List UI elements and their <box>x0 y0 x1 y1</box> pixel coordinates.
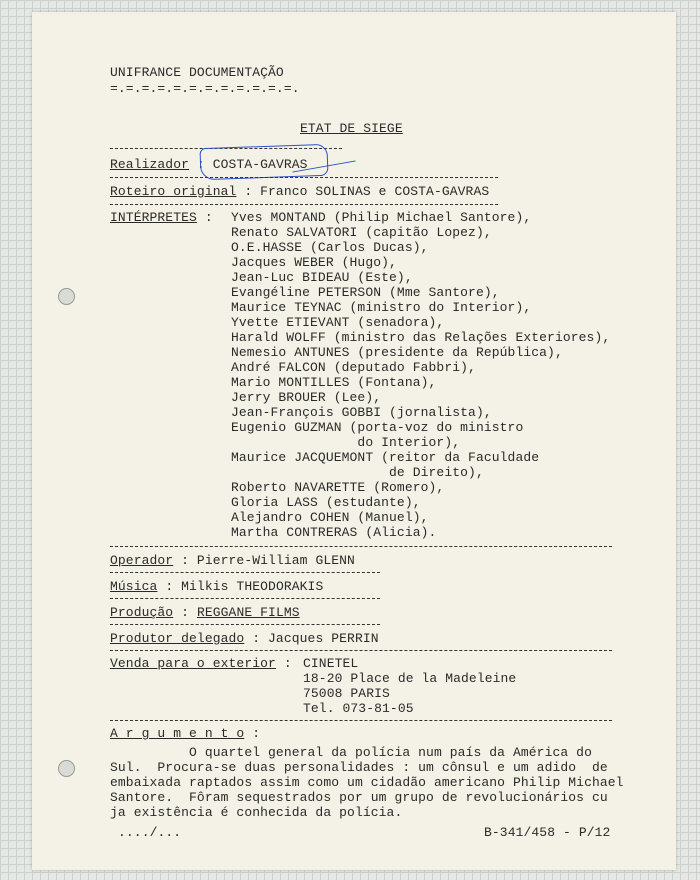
org-header-rule: =.=.=.=.=.=.=.=.=.=.=.=. <box>110 81 300 96</box>
cast-item: Mario MONTILLES (Fontana), <box>231 375 437 390</box>
sales-address-line: Tel. 073-81-05 <box>303 701 414 716</box>
operator-value: : Pierre-William GLENN <box>173 553 355 568</box>
sales-row <box>110 657 300 670</box>
cast-item: O.E.HASSE (Carlos Ducas), <box>231 240 429 255</box>
separator-rule <box>110 546 612 547</box>
argument-heading-colon: : <box>244 726 261 741</box>
cast-item: Yves MONTAND (Philip Michael Santore), <box>231 210 532 225</box>
sales-label: Venda para o exterior <box>110 656 276 671</box>
director-label: Realizador <box>110 157 190 172</box>
cast-item: Renato SALVATORI (capitão Lopez), <box>231 225 492 240</box>
separator-rule <box>110 720 612 721</box>
cast-item: Maurice TEYNAC (ministro do Interior), <box>231 300 532 315</box>
delegate-producer-row <box>110 632 379 645</box>
handwritten-pen-circle <box>199 144 328 180</box>
org-header: UNIFRANCE DOCUMENTAÇÃO <box>110 65 284 80</box>
cast-item: Evangéline PETERSON (Mme Santore), <box>231 285 500 300</box>
separator-rule <box>110 177 498 178</box>
film-title: ETAT DE SIEGE <box>300 121 403 136</box>
screenplay-label: Roteiro original <box>110 184 237 199</box>
production-label: Produção <box>110 605 174 620</box>
production-value: REGGANE FILMS <box>196 605 300 620</box>
cast-item: Martha CONTRERAS (Alicia). <box>231 525 437 540</box>
cast-item: Nemesio ANTUNES (presidente da República), <box>231 345 563 360</box>
director-separator: : <box>189 157 213 172</box>
delegate-producer-value: : Jacques PERRIN <box>244 631 379 646</box>
punch-hole <box>58 760 75 777</box>
argument-line: ja existência é conhecida da polícia. <box>110 805 403 820</box>
cast-item: André FALCON (deputado Fabbri), <box>231 360 476 375</box>
separator-rule <box>110 650 612 651</box>
cast-item: Jerry BROUER (Lee), <box>231 390 382 405</box>
music-row <box>110 580 323 593</box>
cast-separator: : <box>196 210 221 225</box>
argument-heading-row <box>110 727 260 740</box>
argument-line: embaixada raptados assim como um cidadão americano Philip Michael <box>110 775 624 790</box>
cast-item: de Direito), <box>231 465 484 480</box>
argument-heading: A r g u m e n t o <box>110 726 245 741</box>
delegate-producer-label: Produtor delegado <box>110 631 245 646</box>
production-separator: : <box>173 605 197 620</box>
cast-label: INTÉRPRETES <box>110 210 197 225</box>
argument-line: O quartel general da polícia num país da América do <box>110 745 592 760</box>
continued-marker: ..../... <box>118 825 182 840</box>
music-label: Música <box>110 579 158 594</box>
cast-label-row <box>110 211 221 224</box>
separator-rule <box>110 204 498 205</box>
sales-address-line: 75008 PARIS <box>303 686 390 701</box>
argument-line: Santore. Fôram sequestrados por um grupo de revolucionários cu <box>110 790 608 805</box>
screenplay-value: : Franco SOLINAS e COSTA-GAVRAS <box>236 184 490 199</box>
operator-label: Operador <box>110 553 174 568</box>
punch-hole <box>58 288 75 305</box>
separator-rule <box>110 572 380 573</box>
cast-item: Gloria LASS (estudante), <box>231 495 421 510</box>
sales-separator: : <box>275 656 300 671</box>
sales-address-line: CINETEL <box>303 656 359 671</box>
director-value: COSTA-GAVRAS <box>212 157 308 172</box>
screenplay-row <box>110 185 489 198</box>
music-value: : Milkis THEODORAKIS <box>157 579 324 594</box>
argument-line: Sul. Procura-se duas personalidades : um cônsul e um adido de <box>110 760 608 775</box>
document-reference: B-341/458 - P/12 <box>484 825 611 840</box>
cast-item: Jacques WEBER (Hugo), <box>231 255 397 270</box>
cast-item: Eugenio GUZMAN (porta-voz do ministro <box>231 420 524 435</box>
cast-item: Alejandro COHEN (Manuel), <box>231 510 429 525</box>
separator-rule <box>110 598 380 599</box>
production-row <box>110 606 300 619</box>
cast-item: do Interior), <box>231 435 461 450</box>
separator-rule <box>110 624 380 625</box>
cast-item: Jean-Luc BIDEAU (Este), <box>231 270 413 285</box>
cast-item: Yvette ETIEVANT (senadora), <box>231 315 445 330</box>
sales-address-line: 18-20 Place de la Madeleine <box>303 671 517 686</box>
operator-row <box>110 554 355 567</box>
cast-item: Harald WOLFF (ministro das Relações Exteriores), <box>231 330 611 345</box>
cast-item: Roberto NAVARETTE (Romero), <box>231 480 445 495</box>
cast-item: Jean-François GOBBI (jornalista), <box>231 405 492 420</box>
cast-item: Maurice JACQUEMONT (reitor da Faculdade <box>231 450 540 465</box>
